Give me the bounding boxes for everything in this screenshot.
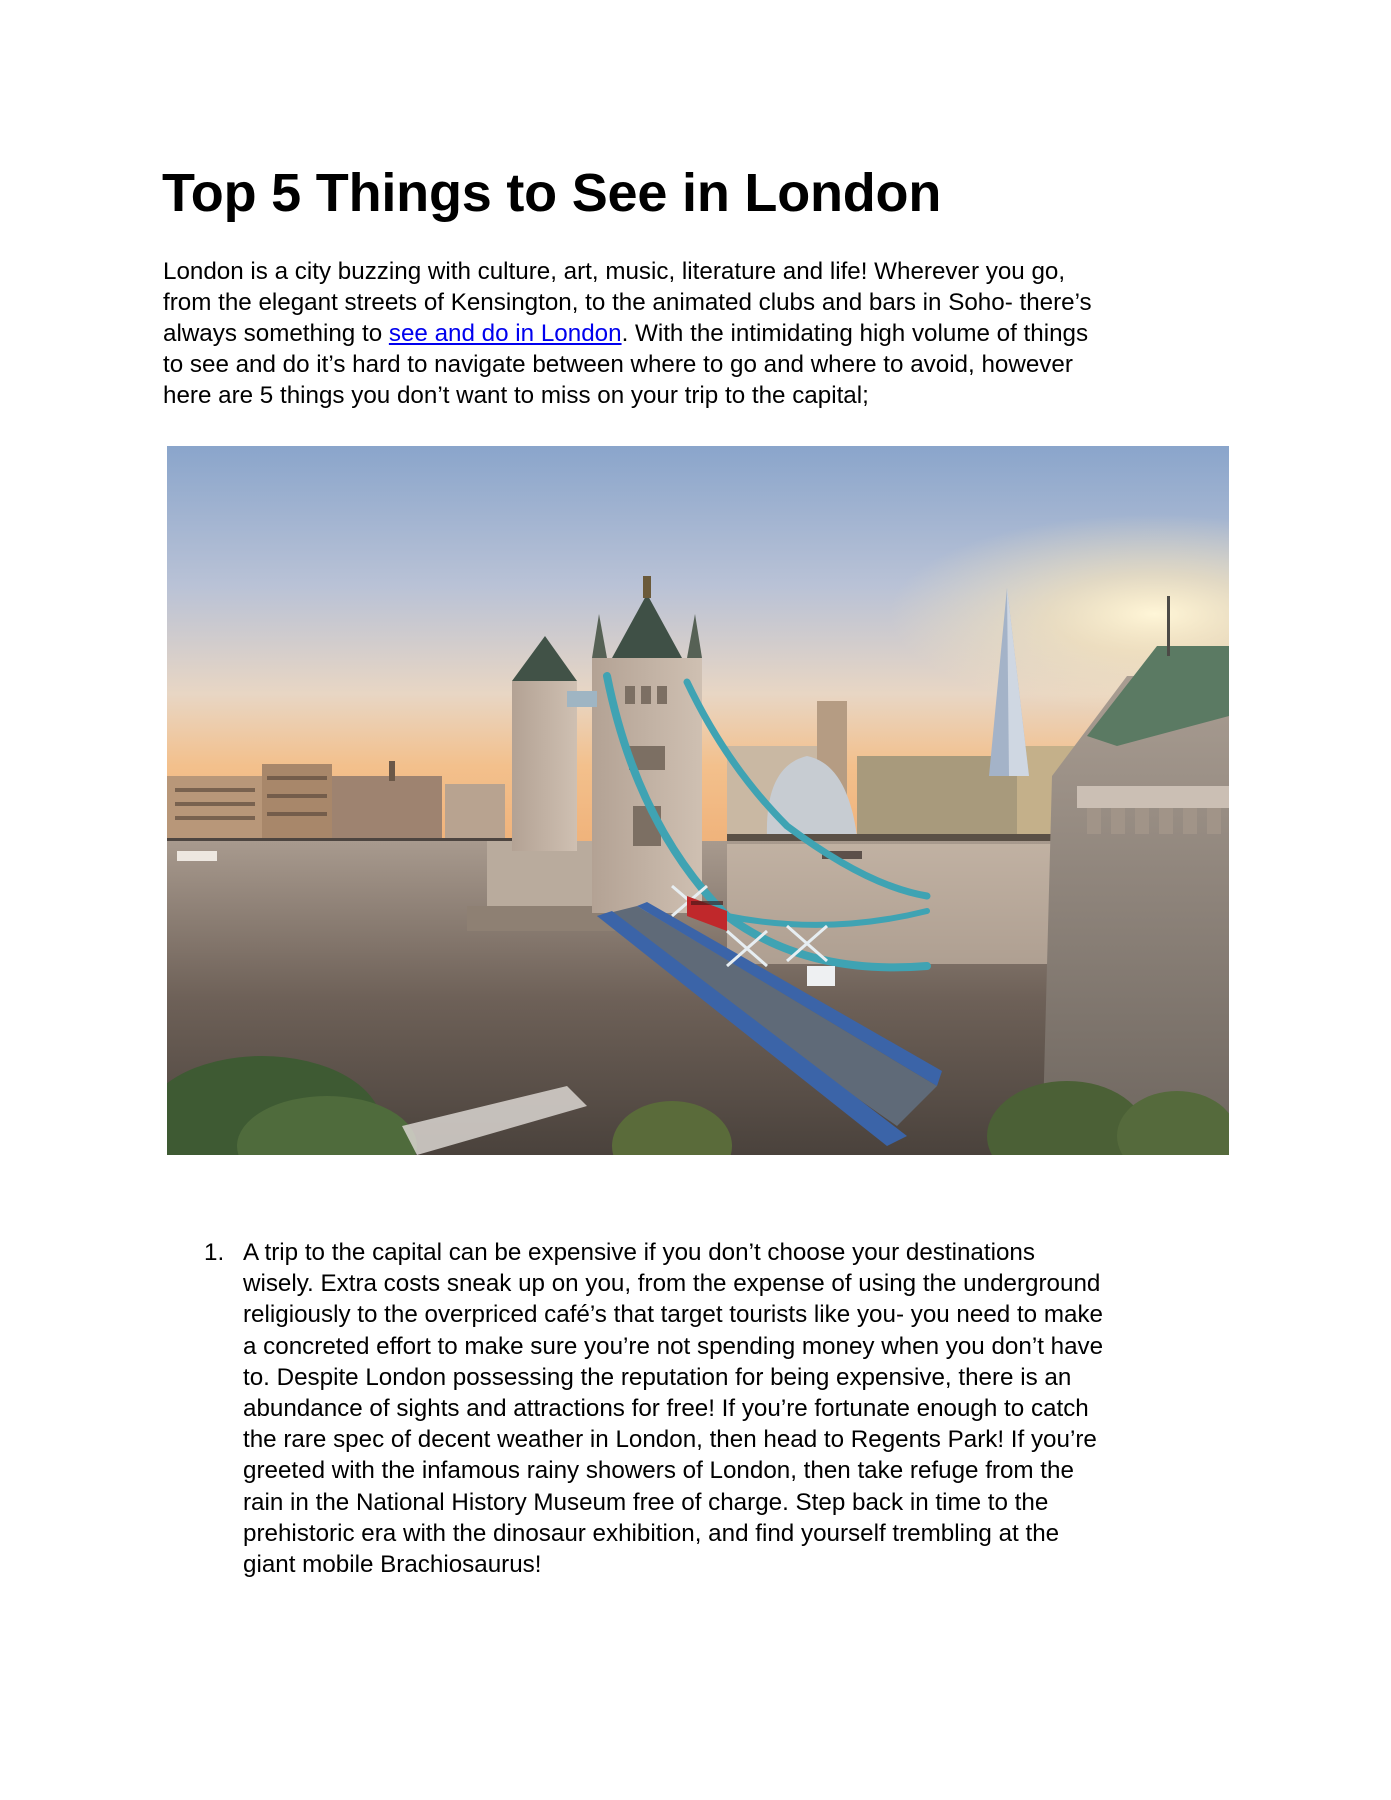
intro-text: . With the intimidating high volume of things <box>621 320 1089 347</box>
intro-line: to see and do it’s hard to navigate between where to go and where to avoid, however <box>163 351 1073 378</box>
list-line: a concreted effort to make sure you’re not spending money when you don’t have <box>243 1332 1104 1360</box>
intro-line: here are 5 things you don’t want to miss on your trip to the capital; <box>163 382 869 409</box>
see-and-do-in-london-link[interactable]: see and do in London <box>388 320 622 347</box>
intro-line-with-link <box>163 318 1243 349</box>
intro-line: London is a city buzzing with culture, art, music, literature and life! Wherever you go, <box>163 258 1066 285</box>
list-line: to. Despite London possessing the reputation for being expensive, there is an <box>243 1363 1072 1391</box>
list-line: wisely. Extra costs sneak up on you, from the expense of using the underground <box>243 1270 1101 1298</box>
list-line: greeted with the infamous rainy showers of London, then take refuge from the <box>243 1457 1074 1485</box>
intro-text: always something to <box>163 320 389 347</box>
tower-bridge-illustration <box>167 446 1229 1155</box>
list-line: abundance of sights and attractions for free! If you’re fortunate enough to catch <box>243 1395 1089 1423</box>
white-van <box>807 966 835 986</box>
list-line: A trip to the capital can be expensive if you don’t choose your destinations <box>243 1239 1035 1266</box>
tower-bridge-north-tower-far <box>512 636 577 851</box>
list-item-number: 1. <box>204 1239 225 1266</box>
list-line: rain in the National History Museum free of charge. Step back in time to the <box>243 1488 1049 1516</box>
intro-line: from the elegant streets of Kensington, to the animated clubs and bars in Soho- there’s <box>163 289 1092 316</box>
list-item-text <box>243 1237 1243 1580</box>
list-line: religiously to the overpriced café’s that target tourists like you- you need to make <box>243 1301 1104 1329</box>
list-line: giant mobile Brachiosaurus! <box>243 1551 542 1579</box>
list-line: the rare spec of decent weather in London, then head to Regents Park! If you’re <box>243 1426 1097 1454</box>
page-title: Top 5 Things to See in London <box>162 163 942 223</box>
list-line: prehistoric era with the dinosaur exhibition, and find yourself trembling at the <box>243 1519 1060 1547</box>
tower-bridge-photo <box>167 446 1229 1155</box>
intro-paragraph <box>163 256 1243 411</box>
